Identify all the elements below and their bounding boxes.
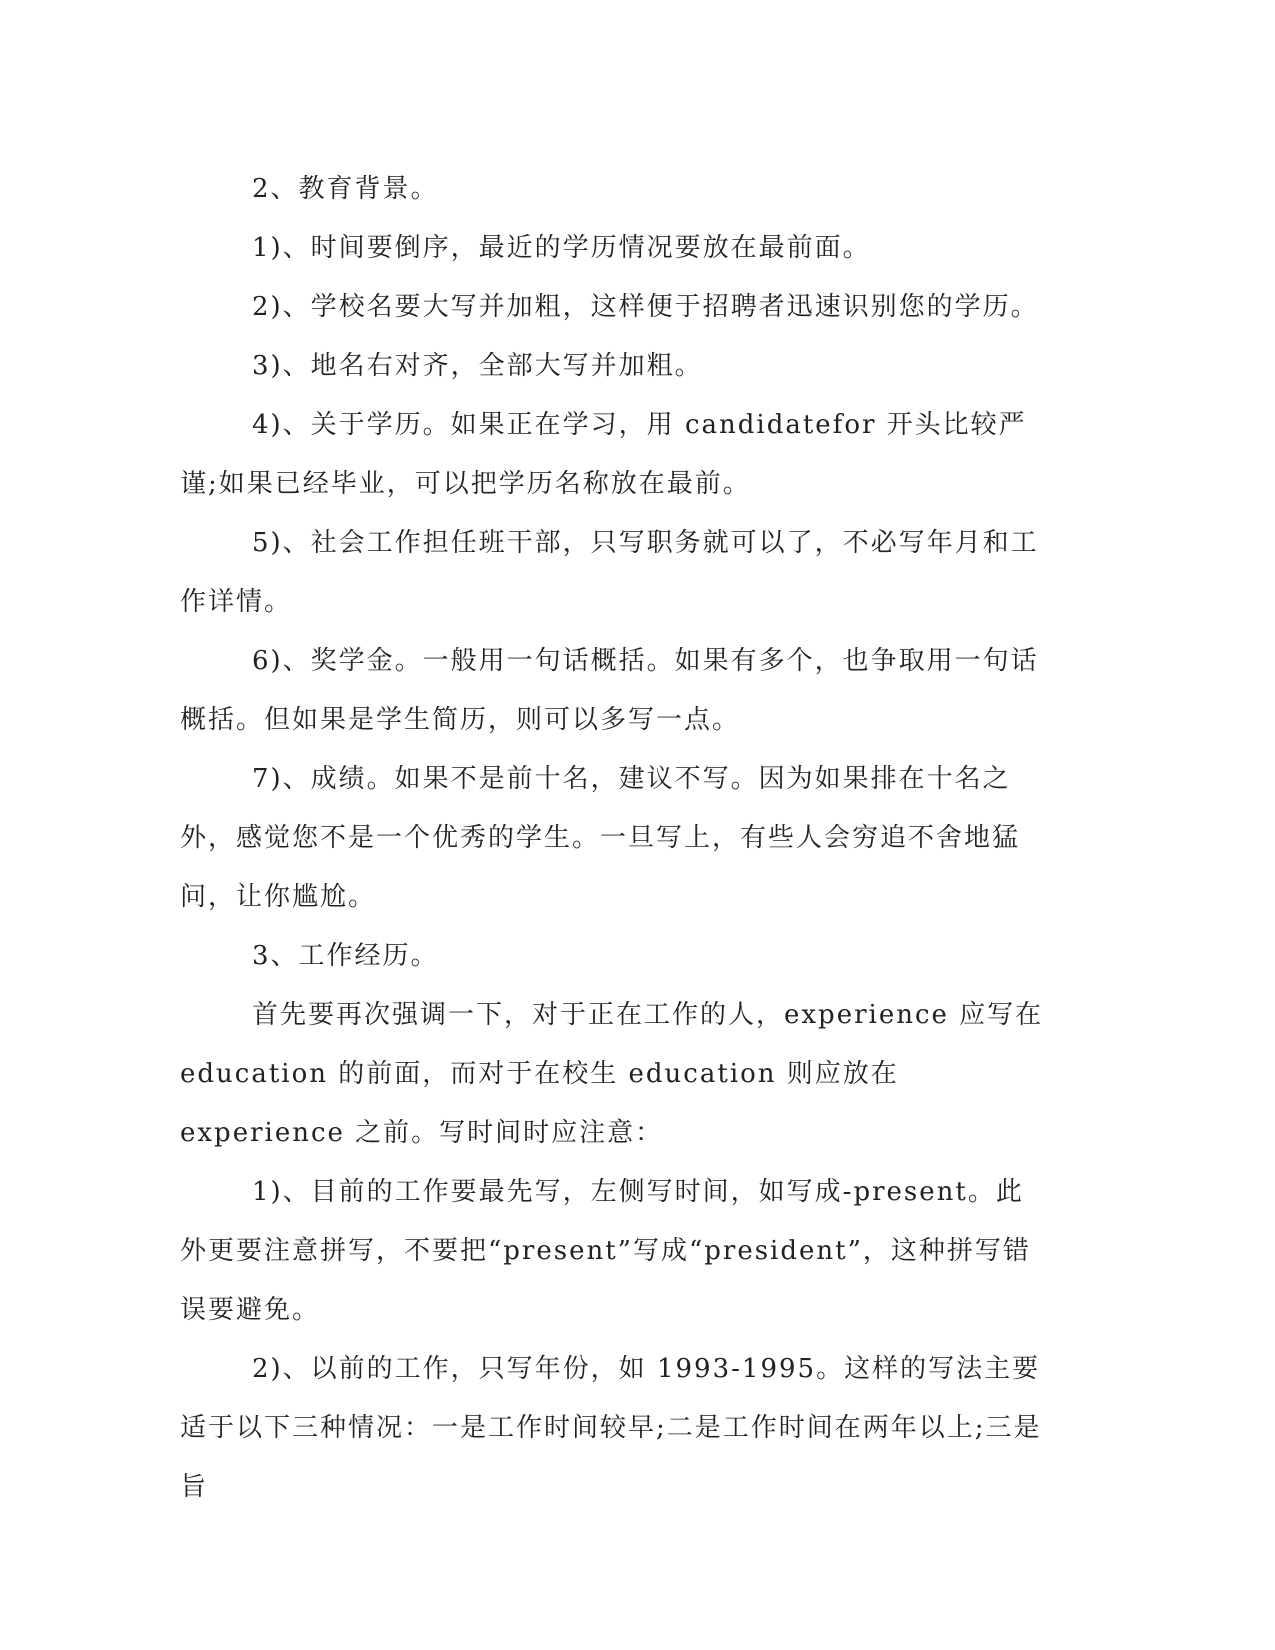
paragraph-experience-1: 1)、目前的工作要最先写，左侧写时间，如写成-present。此外更要注意拼写，不要把“present”写成“president”，这种拼写错误要避免。 [180, 1177, 1031, 1325]
paragraph-experience-intro: 首先要再次强调一下，对于正在工作的人，experience 应写在 education 的前面，而对于在校生 education 则应放在 experience 之前。写时间时应注意： [180, 1000, 1044, 1148]
paragraph-education-5: 5)、社会工作担任班干部，只写职务就可以了，不必写年月和工作详情。 [180, 528, 1039, 617]
paragraph-education-7: 7)、成绩。如果不是前十名，建议不写。因为如果排在十名之外，感觉您不是一个优秀的学生。一旦写上，有些人会穷追不舍地猛问，让你尴尬。 [180, 764, 1021, 912]
paragraph-education-2: 2)、学校名要大写并加粗，这样便于招聘者迅速识别您的学历。 [252, 292, 1039, 322]
paragraph-education-6: 6)、奖学金。一般用一句话概括。如果有多个，也争取用一句话概括。但如果是学生简历，则可以多写一点。 [180, 646, 1039, 735]
paragraph-education-3: 3)、地名右对齐，全部大写并加粗。 [252, 351, 703, 381]
heading-work-experience: 3、工作经历。 [252, 941, 439, 971]
document-body [180, 160, 1050, 1517]
paragraph-experience-2: 2)、以前的工作，只写年份，如 1993-1995。这样的写法主要适于以下三种情况：一是工作时间较早;二是工作时间在两年以上;三是旨 [180, 1354, 1042, 1502]
heading-education: 2、教育背景。 [252, 174, 439, 204]
paragraph-education-4: 4)、关于学历。如果正在学习，用 candidatefor 开头比较严谨;如果已经毕业，可以把学历名称放在最前。 [180, 410, 1027, 499]
paragraph-education-1: 1)、时间要倒序，最近的学历情况要放在最前面。 [252, 233, 871, 263]
